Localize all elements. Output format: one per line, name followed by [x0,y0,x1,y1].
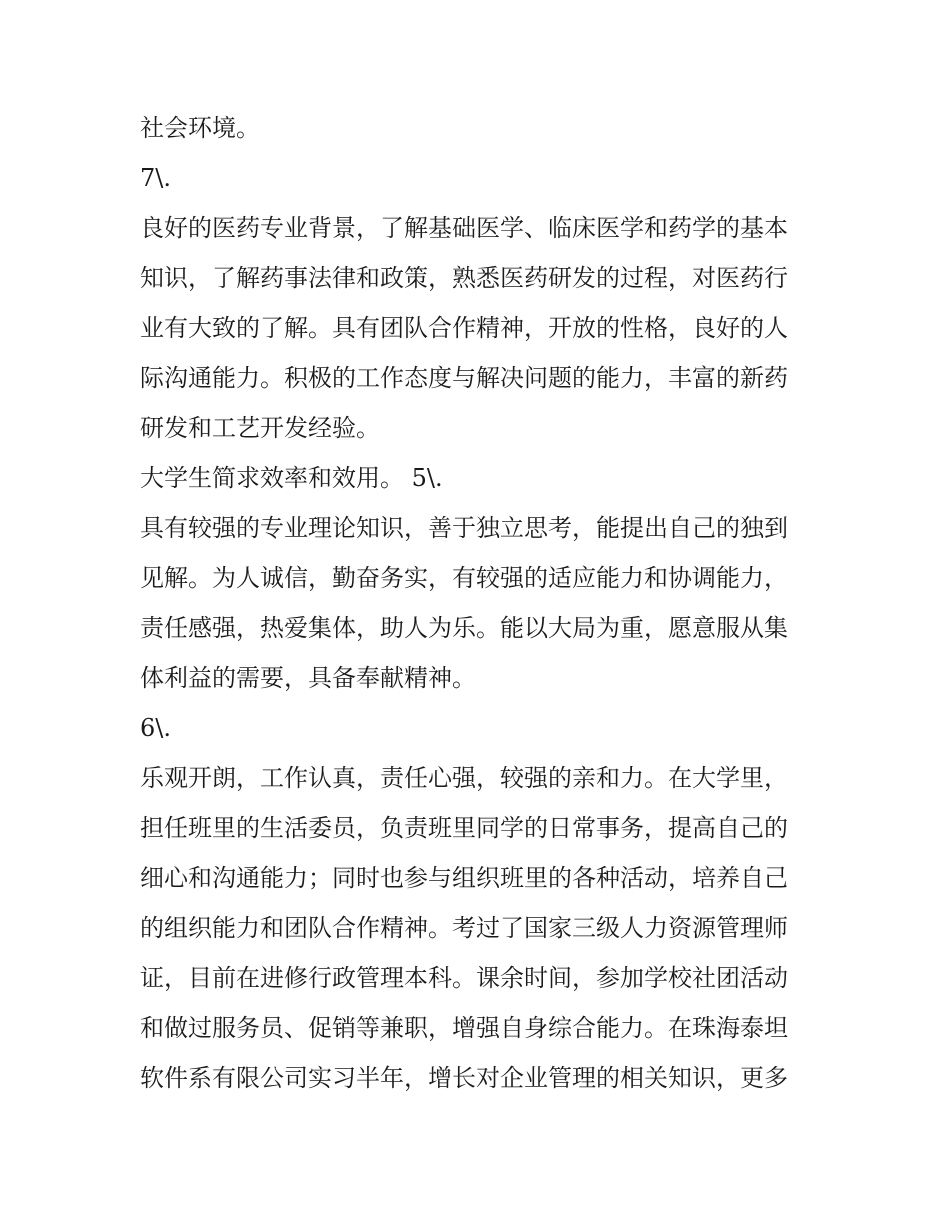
text-line-1: 社会环境。 [140,114,260,142]
text-line-19: 和做过服务员、促销等兼职，增强自身综合能力。在珠海泰坦 [140,1014,788,1042]
text-line-5: 业有大致的了解。具有团队合作精神，开放的性格，良好的人 [140,314,788,342]
text-line-6: 际沟通能力。积极的工作态度与解决问题的能力，丰富的新药 [140,364,788,392]
text-line-4: 知识，了解药事法律和政策，熟悉医药研发的过程，对医药行 [140,264,788,292]
section-number-6: 6\. [140,714,171,742]
text-line-11: 责任感强，热爱集体，助人为乐。能以大局为重，愿意服从集 [140,614,788,642]
text-line-10: 见解。为人诚信，勤奋务实，有较强的适应能力和协调能力， [140,564,788,592]
section-number-7: 7\. [140,164,171,192]
text-line-20: 软件系有限公司实习半年，增长对企业管理的相关知识，更多 [140,1064,788,1092]
text-line-14: 乐观开朗，工作认真，责任心强，较强的亲和力。在大学里， [140,764,788,792]
document-body [140,103,820,1103]
text-line-12: 体利益的需要，具备奉献精神。 [140,664,476,692]
text-line-3: 良好的医药专业背景，了解基础医学、临床医学和药学的基本 [140,214,788,242]
text-line-17: 的组织能力和团队合作精神。考过了国家三级人力资源管理师 [140,914,788,942]
text-line-18: 证，目前在进修行政管理本科。课余时间，参加学校社团活动 [140,964,788,992]
text-line-7: 研发和工艺开发经验。 [140,414,380,442]
section-heading-5: 大学生简求效率和效用。 5\. [140,464,443,492]
text-line-16: 细心和沟通能力；同时也参与组织班里的各种活动，培养自己 [140,864,788,892]
text-line-15: 担任班里的生活委员，负责班里同学的日常事务，提高自己的 [140,814,788,842]
text-line-9: 具有较强的专业理论知识，善于独立思考，能提出自己的独到 [140,514,788,542]
